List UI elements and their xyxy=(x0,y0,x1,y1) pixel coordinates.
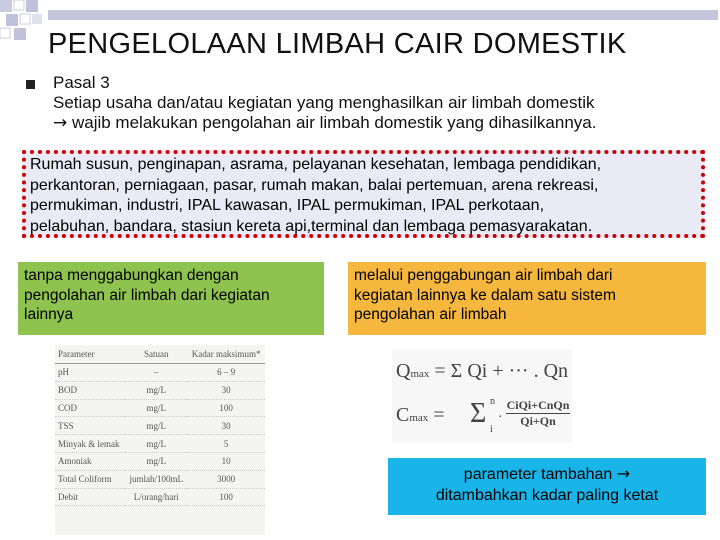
table-row xyxy=(55,470,265,488)
cell-unit: mg/L xyxy=(125,399,187,417)
blue-box-line xyxy=(392,463,702,485)
table-header-row xyxy=(55,345,265,364)
cell-unit: jumlah/100mL xyxy=(125,470,187,488)
orange-box-line: kegiatan lainnya ke dalam satu sistem xyxy=(354,286,616,304)
sources-box xyxy=(22,150,705,238)
pasal-text-line: Setiap usaha dan/atau kegiatan yang menghasilkan air limbah domestik xyxy=(53,93,595,112)
pasal-paragraph xyxy=(53,73,596,133)
table-row xyxy=(55,364,265,382)
header-unit: Satuan xyxy=(125,345,187,364)
cell-parameter: Amoniak xyxy=(55,452,125,470)
combined-treatment-box xyxy=(348,262,706,335)
qmax-formula xyxy=(392,350,572,394)
green-box-line: pengolahan air limbah dari kegiatan xyxy=(24,286,270,304)
sources-line: perkantoran, perniagaan, pasar, rumah makan, balai pertemuan, arena rekreasi, xyxy=(30,176,599,194)
table-row xyxy=(55,488,265,506)
header-max: Kadar maksimum* xyxy=(187,345,265,364)
table-row xyxy=(55,399,265,417)
green-box-line: lainnya xyxy=(24,306,74,323)
multiply-dot: · xyxy=(498,410,503,425)
additional-parameter-box xyxy=(388,458,706,515)
cmax-formula xyxy=(392,394,572,442)
cell-unit: mg/L xyxy=(125,417,187,435)
fraction-denominator: Qi+Qn xyxy=(506,413,570,429)
cell-parameter: pH xyxy=(55,364,125,382)
cmax-lhs-sub: max xyxy=(409,412,429,424)
table-row xyxy=(55,435,265,453)
cell-max: 30 xyxy=(187,417,265,435)
orange-box-line: melalui penggabungan air limbah dari xyxy=(354,267,613,284)
fraction-numerator: CiQi+CnQn xyxy=(506,398,570,412)
bullet-marker xyxy=(26,80,35,89)
cmax-equals: = xyxy=(433,404,445,426)
cell-unit: mg/L xyxy=(125,381,187,399)
qmax-expression xyxy=(396,360,568,383)
cell-unit: – xyxy=(125,364,187,382)
cell-max: 100 xyxy=(187,488,265,506)
sigma-symbol: Σ xyxy=(470,398,487,429)
sigma-lower: i xyxy=(490,424,493,435)
blue-box-text: parameter tambahan xyxy=(463,466,613,483)
cell-max: 10 xyxy=(187,452,265,470)
arrow-right-icon: → xyxy=(53,113,68,133)
cell-max: 100 xyxy=(187,399,265,417)
cell-parameter: Total Coliform xyxy=(55,470,125,488)
cell-parameter: Debit xyxy=(55,488,125,506)
cell-max: 5 xyxy=(187,435,265,453)
cell-parameter: COD xyxy=(55,399,125,417)
pasal-heading: Pasal 3 xyxy=(53,73,110,92)
sigma-upper: n xyxy=(490,396,495,407)
quality-standard-table xyxy=(55,345,265,535)
cell-parameter: Minyak & lemak xyxy=(55,435,125,453)
table-row xyxy=(55,452,265,470)
cell-parameter: BOD xyxy=(55,381,125,399)
cmax-fraction xyxy=(506,398,570,429)
cell-max: 30 xyxy=(187,381,265,399)
table-row xyxy=(55,381,265,399)
pasal-text-line xyxy=(53,113,596,133)
sources-line: permukiman, industri, IPAL kawasan, IPAL permukiman, IPAL perkotaan, xyxy=(30,197,545,214)
cell-max: 6 – 9 xyxy=(187,364,265,382)
blue-box-line: ditambahkan kadar paling ketat xyxy=(435,487,659,504)
cell-parameter: TSS xyxy=(55,417,125,435)
cmax-lhs-group xyxy=(396,404,445,427)
slide-title: PENGELOLAAN LIMBAH CAIR DOMESTIK xyxy=(48,28,627,60)
qmax-rhs: = Σ Qi + ··· . Qn xyxy=(434,360,569,382)
header-parameter: Parameter xyxy=(55,345,125,364)
qmax-lhs-sub: max xyxy=(410,368,430,380)
cell-unit: mg/L xyxy=(125,435,187,453)
sources-line: pelabuhan, bandara, stasiun kereta api,terminal dan lembaga pemasyarakatan. xyxy=(30,217,593,235)
cell-unit: L/orang/hari xyxy=(125,488,187,506)
green-box-line: tanpa menggabungkan dengan xyxy=(24,267,239,284)
cell-unit: mg/L xyxy=(125,452,187,470)
orange-box-line: pengolahan air limbah xyxy=(354,306,507,323)
table-row xyxy=(55,417,265,435)
cell-max: 3000 xyxy=(187,470,265,488)
cmax-lhs: C xyxy=(396,404,410,426)
separate-treatment-box xyxy=(18,262,324,335)
qmax-lhs: Q xyxy=(396,360,411,382)
sources-line: Rumah susun, penginapan, asrama, pelayanan kesehatan, lembaga pendidikan, xyxy=(30,156,602,173)
pasal-text-rest: wajib melakukan pengolahan air limbah domestik yang dihasilkannya. xyxy=(67,113,597,132)
arrow-right-icon: → xyxy=(616,464,631,483)
